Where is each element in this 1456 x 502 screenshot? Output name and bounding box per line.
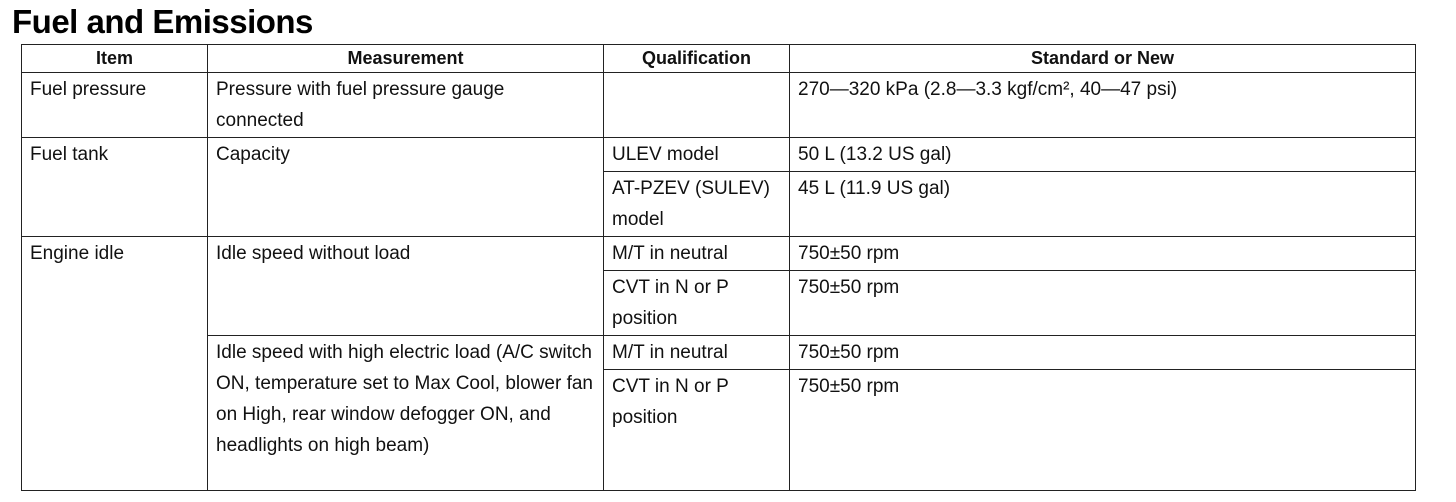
header-qualification: Qualification bbox=[604, 45, 790, 73]
header-item: Item bbox=[22, 45, 208, 73]
standard-ulev: 50 L (13.2 US gal) bbox=[790, 138, 1416, 172]
standard-mt-neutral-load: 750±50 rpm bbox=[790, 336, 1416, 370]
measurement-idle-high-load: Idle speed with high electric load (A/C switch ON, temperature set to Max Cool, blower fan on High, rear window defogger ON, and headlights on high beam) bbox=[208, 336, 604, 491]
qualification-ulev: ULEV model bbox=[604, 138, 790, 172]
measurement-idle-no-load: Idle speed without load bbox=[208, 237, 604, 336]
table-row bbox=[22, 237, 1416, 271]
item-fuel-pressure: Fuel pressure bbox=[22, 73, 208, 138]
qualification-at-pzev: AT-PZEV (SULEV) model bbox=[604, 172, 790, 237]
qualification-mt-neutral: M/T in neutral bbox=[604, 237, 790, 271]
table-row bbox=[22, 138, 1416, 172]
header-row bbox=[22, 45, 1416, 73]
qualification-mt-neutral-load: M/T in neutral bbox=[604, 336, 790, 370]
table-row bbox=[22, 73, 1416, 138]
item-engine-idle: Engine idle bbox=[22, 237, 208, 491]
qualification-cvt-np: CVT in N or P position bbox=[604, 271, 790, 336]
standard-at-pzev: 45 L (11.9 US gal) bbox=[790, 172, 1416, 237]
standard-cvt-np-load: 750±50 rpm bbox=[790, 370, 1416, 491]
measurement-fuel-tank: Capacity bbox=[208, 138, 604, 237]
table-row bbox=[22, 336, 1416, 370]
fuel-emissions-table bbox=[21, 44, 1416, 491]
measurement-fuel-pressure: Pressure with fuel pressure gauge connected bbox=[208, 73, 604, 138]
header-standard: Standard or New bbox=[790, 45, 1416, 73]
item-fuel-tank: Fuel tank bbox=[22, 138, 208, 237]
header-measurement: Measurement bbox=[208, 45, 604, 73]
qualification-cvt-np-load: CVT in N or P position bbox=[604, 370, 790, 491]
page-title: Fuel and Emissions bbox=[12, 3, 313, 40]
standard-mt-neutral: 750±50 rpm bbox=[790, 237, 1416, 271]
standard-fuel-pressure: 270—320 kPa (2.8—3.3 kgf/cm², 40—47 psi) bbox=[790, 73, 1416, 138]
qualification-fuel-pressure bbox=[604, 73, 790, 138]
standard-cvt-np: 750±50 rpm bbox=[790, 271, 1416, 336]
